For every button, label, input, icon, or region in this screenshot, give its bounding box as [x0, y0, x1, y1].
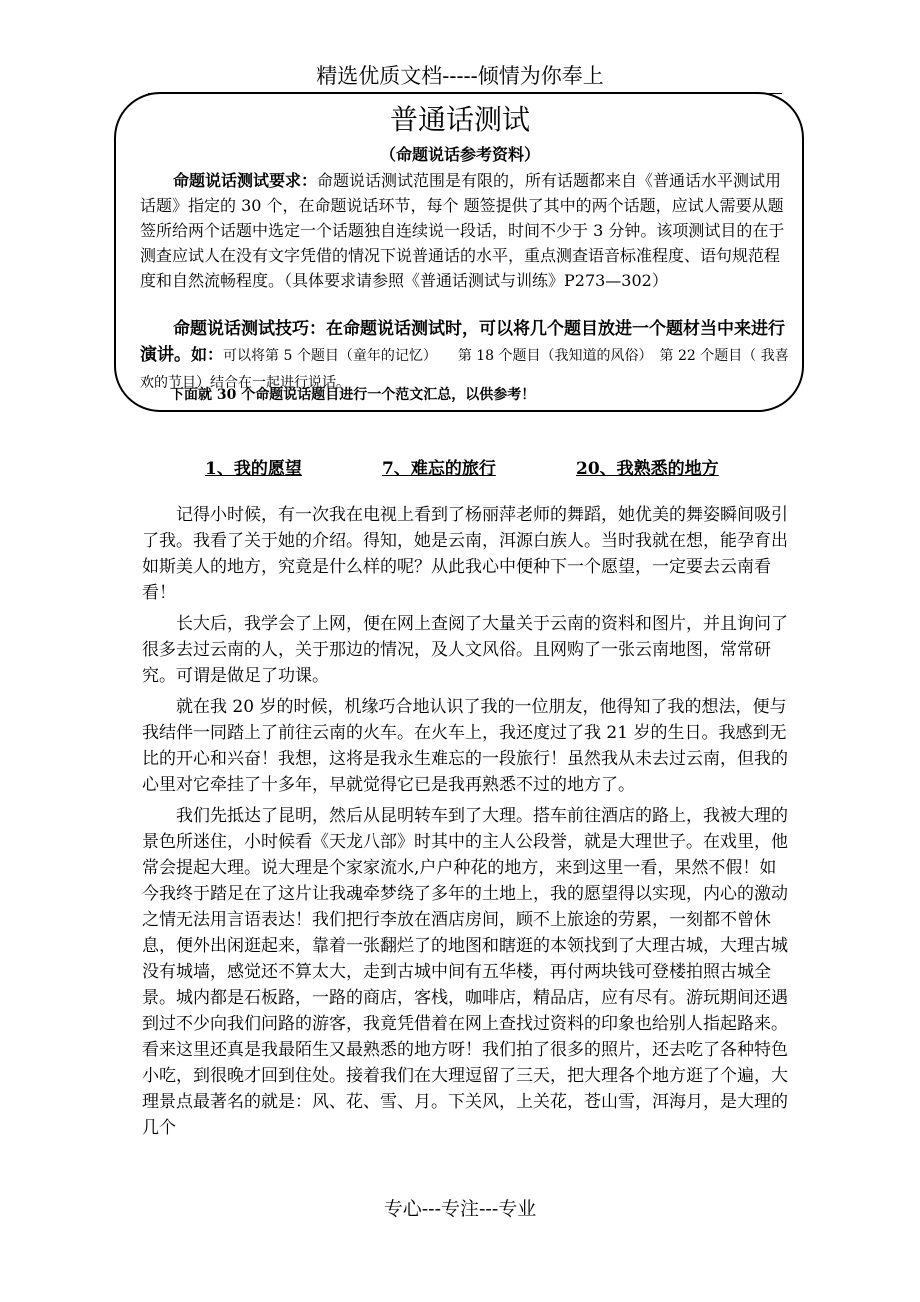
tips-bold-text: 在命题说话测试时，可以将几个题目放进一个题材当中来进行演讲。	[140, 319, 785, 365]
topic-headings	[0, 456, 920, 482]
essay-paragraph: 就在我 20 岁的时候，机缘巧合地认识了我的一位朋友，他得知了我的想法，便与我结伴一同踏上了前往云南的火车。在火车上，我还度过了我 21 岁的生日。我感到无比的开心和兴奋！我想，这将是我永生难忘的一段旅行！虽然我从未去过云南，但我的心里对它牵挂了十多年，早就觉得它已是我再熟悉不过的地方了。	[142, 697, 788, 795]
topic-heading: 7、难忘的旅行	[382, 459, 496, 479]
essay-body	[142, 502, 790, 1146]
tips-example-text: 可以将第 5 个题目（童年的记忆） 第 18 个题目（我知道的风俗） 第 22 个题目（ 我喜欢的节目）结合在一起进行说话。	[140, 348, 789, 391]
summary-line: 下面就 30 个命题说话题目进行一个范文汇总，以供参考！	[170, 387, 536, 403]
tips-example-label: 如：	[191, 345, 224, 364]
topic-heading: 1、我的愿望	[205, 459, 302, 479]
essay-paragraph: 记得小时候，有一次我在电视上看到了杨丽萍老师的舞蹈，她优美的舞姿瞬间吸引了我。我看了关于她的介绍。得知，她是云南，洱源白族人。当时我就在想，能孕育出如斯美人的地方，究竟是什么样的呢？从此我心中便种下一个愿望，一定要去云南看看！	[142, 505, 788, 603]
requirements-label: 命题说话测试要求：	[173, 171, 318, 190]
requirements-paragraph	[140, 168, 790, 293]
tips-label: 命题说话测试技巧：	[173, 319, 326, 339]
essay-paragraph: 长大后，我学会了上网，便在网上查阅了大量关于云南的资料和图片，并且询问了很多去过云南的人，关于那边的情况，及人文风俗。且网购了一张云南地图，常常研究。可谓是做足了功课。	[142, 614, 788, 686]
box-title: 普通话测试	[389, 103, 530, 136]
box-subtitle: （命题说话参考资料）	[379, 145, 540, 164]
topic-heading: 20、我熟悉的地方	[576, 459, 719, 479]
essay-paragraph: 我们先抵达了昆明，然后从昆明转车到了大理。搭车前往酒店的路上，我被大理的景色所迷住，小时候看《天龙八部》时其中的主人公段誉，就是大理世子。在戏里，他常会提起大理。说大理是个家家流水,户户种花的地方，来到这里一看，果然不假！如今我终于踏足在了这片让我魂牵梦绕了多年的土地上，我的愿望得以实现，内心的激动之情无法用言语表达！我们把行李放在酒店房间，顾不上旅途的劳累，一刻都不曾休息，便外出闲逛起来，靠着一张翻烂了的地图和瞎逛的本领找到了大理古城，大理古城没有城墙，感觉还不算太大，走到古城中间有五华楼，再付两块钱可登楼拍照古城全景。城内都是石板路，一路的商店，客栈，咖啡店，精品店，应有尽有。游玩期间还遇到过不少向我们问路的游客，我竟凭借着在网上查找过资料的印象也给别人指起路来。看来这里还真是我最陌生又最熟悉的地方呀！我们拍了很多的照片，还去吃了各种特色小吃，到很晚才回到住处。接着我们在大理逗留了三天，把大理各个地方逛了个遍，大理景点最著名的就是：风、花、雪、月。下关风，上关花，苍山雪，洱海月，是大理的几个	[142, 806, 788, 1138]
page-footer: 专心---专注---专业	[383, 1198, 537, 1220]
page-header: 精选优质文档-----倾情为你奉上	[316, 64, 604, 88]
requirements-text: 命题说话测试范围是有限的，所有话题都来自《普通话水平测试用话题》指定的 30 个，在命题说话环节，每个 题签提供了其中的两个话题，应试人需要从题签所给两个话题中选定一个话题独自连续说一段话，时间不少于 3 分钟。该项测试目的在于测查应试人在没有文字凭借的情况下说普通话的水平，重点测查语音标准程度、语句规范程度和自然流畅程度。（具体要求请参照《普通话测试与训练》P273—302）	[140, 171, 785, 290]
